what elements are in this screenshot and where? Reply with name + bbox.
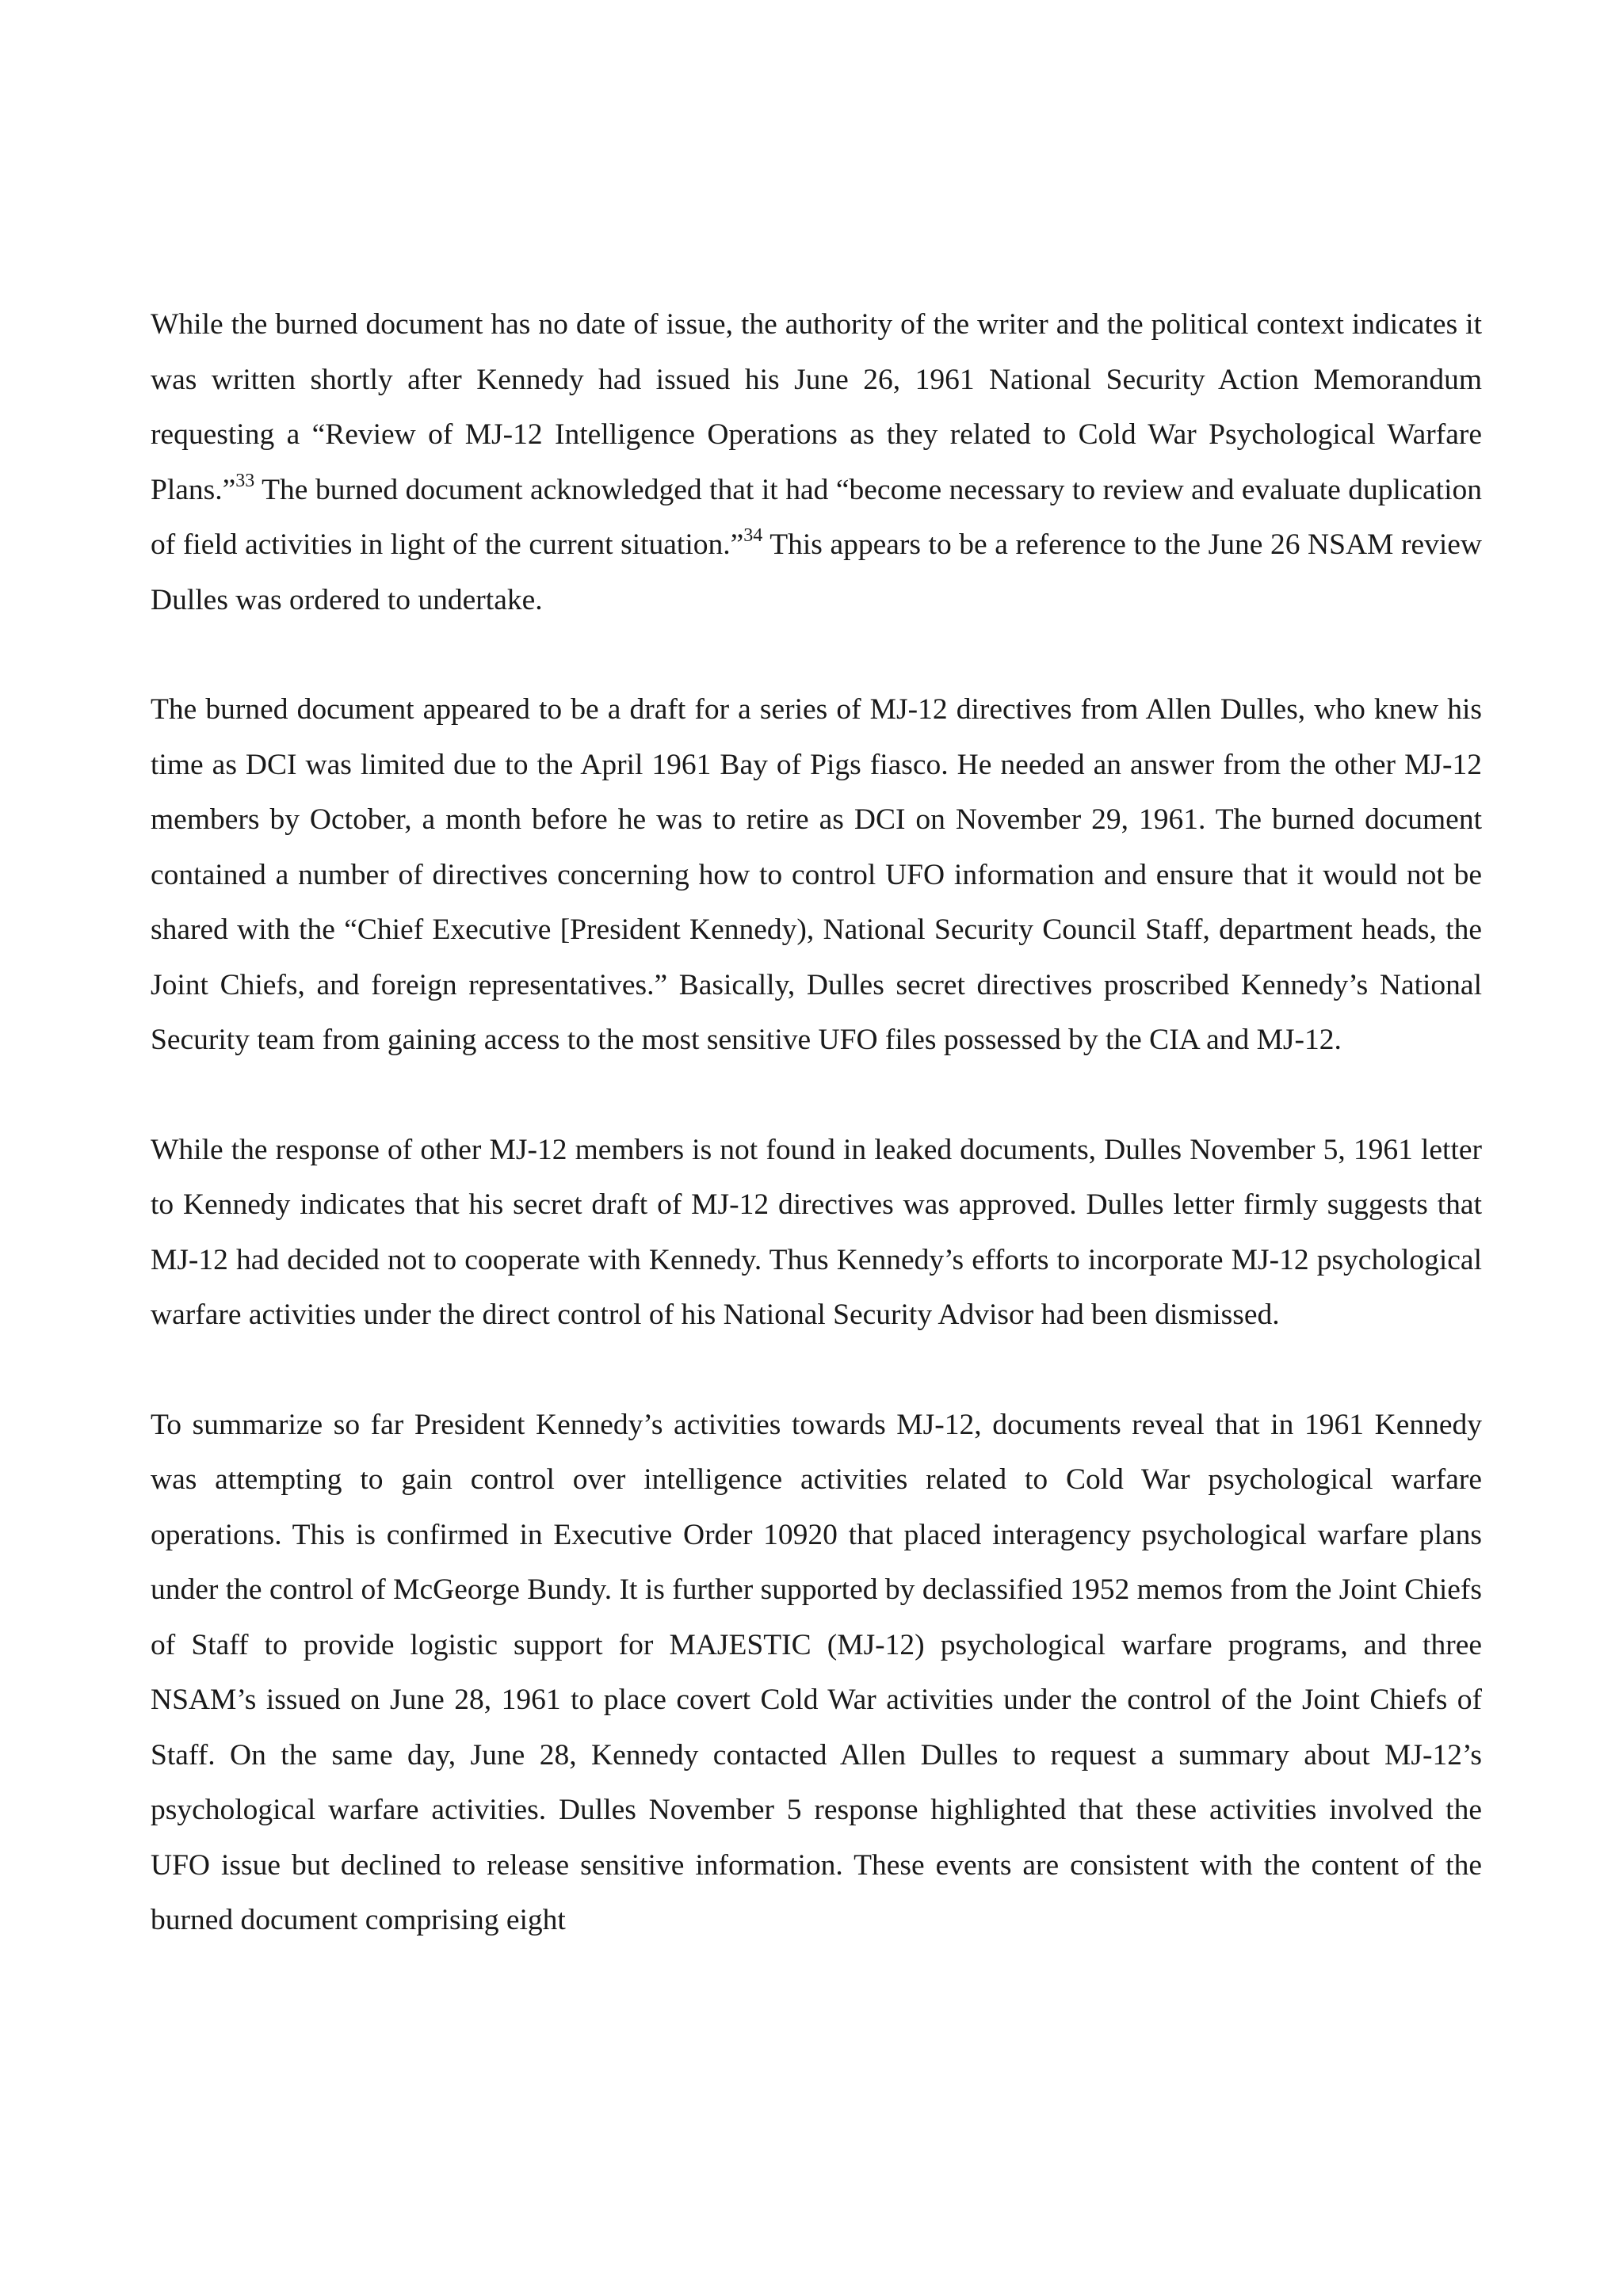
paragraph-1: [151, 297, 1482, 627]
paragraph-2: The burned document appeared to be a draft for a series of MJ-12 directives from Allen Dulles, who knew his time as DCI was limited due to the April 1961 Bay of Pigs fiasco. He needed an answer from the other MJ-12 members by October, a month before he was to retire as DCI on November 29, 1961. The burned document contained a number of directives concerning how to control UFO information and ensure that it would not be shared with the “Chief Executive [President Kennedy), National Security Council Staff, department heads, the Joint Chiefs, and foreign representatives.” Basically, Dulles secret directives proscribed Kennedy’s National Security team from gaining access to the most sensitive UFO files possessed by the CIA and MJ-12.: [151, 693, 1482, 1056]
paragraph-1-text-c: This appears to be a reference to the June 26 NSAM review Dulles was ordered to undertake.: [151, 528, 1482, 616]
paragraph-1-text-a: While the burned document has no date of issue, the authority of the writer and the political context indicates it was written shortly after Kennedy had issued his June 26, 1961 National Security Action Memorandum requesting a “Review of MJ-12 Intelligence Operations as they related to Cold War Psychological Warfare Plans.”: [151, 308, 1482, 506]
paragraph-4: To summarize so far President Kennedy’s activities towards MJ-12, documents reveal that in 1961 Kennedy was attempting to gain control over intelligence activities related to Cold War psychological warfare operations. This is confirmed in Executive Order 10920 that placed interagency psychological warfare plans under the control of McGeorge Bundy. It is further supported by declassified 1952 memos from the Joint Chiefs of Staff to provide logistic support for MAJESTIC (MJ-12) psychological warfare programs, and three NSAM’s issued on June 28, 1961 to place covert Cold War activities under the control of the Joint Chiefs of Staff. On the same day, June 28, Kennedy contacted Allen Dulles to request a summary about MJ-12’s psychological warfare activities. Dulles November 5 response highlighted that these activities involved the UFO issue but declined to release sensitive information. These events are consistent with the content of the burned document comprising eight: [151, 1408, 1482, 1936]
paragraph-1-text-b: The burned document acknowledged that it had “become necessary to review and evaluate duplication of field activities in light of the current situation.”: [151, 473, 1482, 561]
footnote-ref-33: 33: [235, 470, 255, 491]
paragraph-3: While the response of other MJ-12 members is not found in leaked documents, Dulles November 5, 1961 letter to Kennedy indicates that his secret draft of MJ-12 directives was approved. Dulles letter firmly suggests that MJ-12 had decided not to cooperate with Kennedy. Thus Kennedy’s efforts to incorporate MJ-12 psychological warfare activities under the direct control of his National Security Advisor had been dismissed.: [151, 1133, 1482, 1331]
document-page: [151, 297, 1482, 2003]
footnote-ref-34: 34: [743, 525, 763, 546]
